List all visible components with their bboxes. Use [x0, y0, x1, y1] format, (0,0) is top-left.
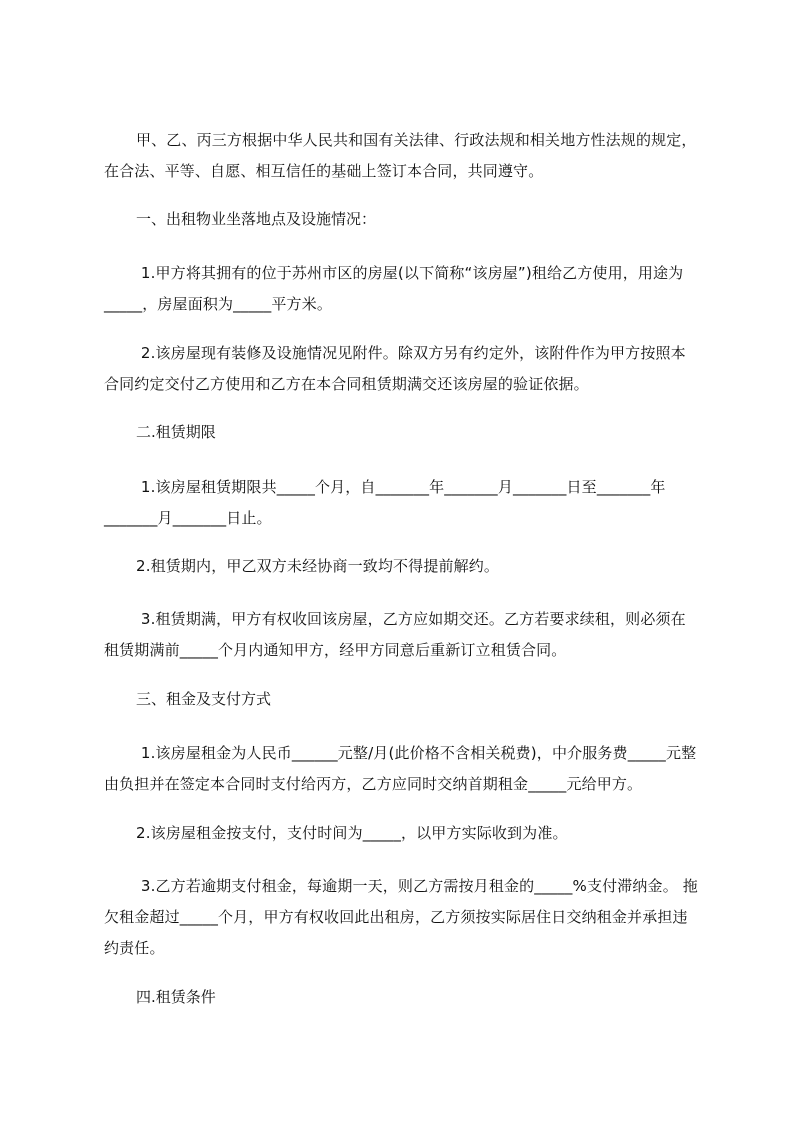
section-3-item-1: 1.该房屋租金为人民币______元整/月(此价格不含相关税费)，中介服务费_____元整由负担并在签定本合同时支付给丙方，乙方应同时交纳首期租金_____元给甲方。 [104, 744, 697, 793]
section-1-heading: 一、出租物业坐落地点及设施情况： [136, 210, 377, 228]
section-2-item-2: 2.租赁期内，甲乙双方未经协商一致均不得提前解约。 [136, 557, 500, 575]
section-2-item-1: 1.该房屋租赁期限共_____个月，自_______年_______月_______日至_______年_______月_______日止。 [104, 478, 666, 527]
section-2-heading: 二.租赁期限 [136, 423, 216, 441]
section-1-item-2: 2.该房屋现有装修及设施情况见附件。除双方另有约定外，该附件作为甲方按照本合同约定交付乙方使用和乙方在本合同租赁期满交还该房屋的验证依据。 [104, 344, 686, 393]
intro-paragraph: 甲、乙、丙三方根据中华人民共和国有关法律、行政法规和相关地方性法规的规定，在合法、平等、自愿、相互信任的基础上签订本合同，共同遵守。 [104, 131, 697, 180]
section-3-heading: 三、租金及支付方式 [136, 690, 272, 708]
section-4-heading: 四.租赁条件 [136, 988, 216, 1006]
section-3-item-3: 3.乙方若逾期支付租金，每逾期一天，则乙方需按月租金的_____%支付滞纳金。 拖欠租金超过_____个月，甲方有权收回此出租房，乙方须按实际居住日交纳租金并承担违约责任。 [104, 877, 698, 957]
section-1-item-1: 1.甲方将其拥有的位于苏州市区的房屋(以下简称“该房屋”)租给乙方使用，用途为_____，房屋面积为_____平方米。 [104, 264, 684, 313]
section-3-item-2: 2.该房屋租金按支付，支付时间为_____，以甲方实际收到为准。 [136, 824, 568, 842]
section-2-item-3: 3.租赁期满，甲方有权收回该房屋，乙方应如期交还。乙方若要求续租，则必须在租赁期满前_____个月内通知甲方，经甲方同意后重新订立租赁合同。 [104, 610, 686, 659]
